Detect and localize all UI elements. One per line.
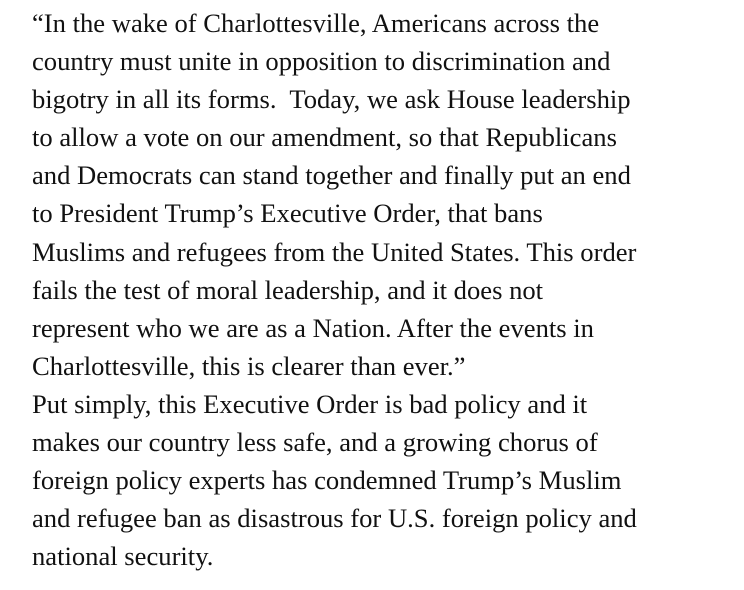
text-line: to allow a vote on our amendment, so that Republicans: [32, 122, 617, 153]
text-line: and refugee ban as disastrous for U.S. foreign policy and: [32, 503, 637, 534]
text-line: makes our country less safe, and a growing chorus of: [32, 427, 598, 458]
text-line: Put simply, this Executive Order is bad policy and it: [32, 388, 588, 419]
statement-text: [32, 4, 637, 575]
text-line: Muslims and refugees from the United States. This order: [32, 236, 637, 267]
text-line: fails the test of moral leadership, and it does not: [32, 274, 544, 305]
text-line: “In the wake of Charlottesville, Americans across the: [32, 8, 600, 38]
text-line: country must unite in opposition to discrimination and: [32, 46, 611, 77]
text-line: to President Trump’s Executive Order, that bans: [32, 198, 543, 229]
text-line: represent who we are as a Nation. After the events in: [32, 312, 594, 343]
text-line: bigotry in all its forms. Today, we ask House leadership: [32, 84, 631, 115]
text-line: Charlottesville, this is clearer than ever.”: [32, 350, 466, 381]
text-line: foreign policy experts has condemned Trump’s Muslim: [32, 465, 622, 496]
text-line: and Democrats can stand together and finally put an end: [32, 160, 631, 191]
text-line: national security.: [32, 541, 214, 572]
